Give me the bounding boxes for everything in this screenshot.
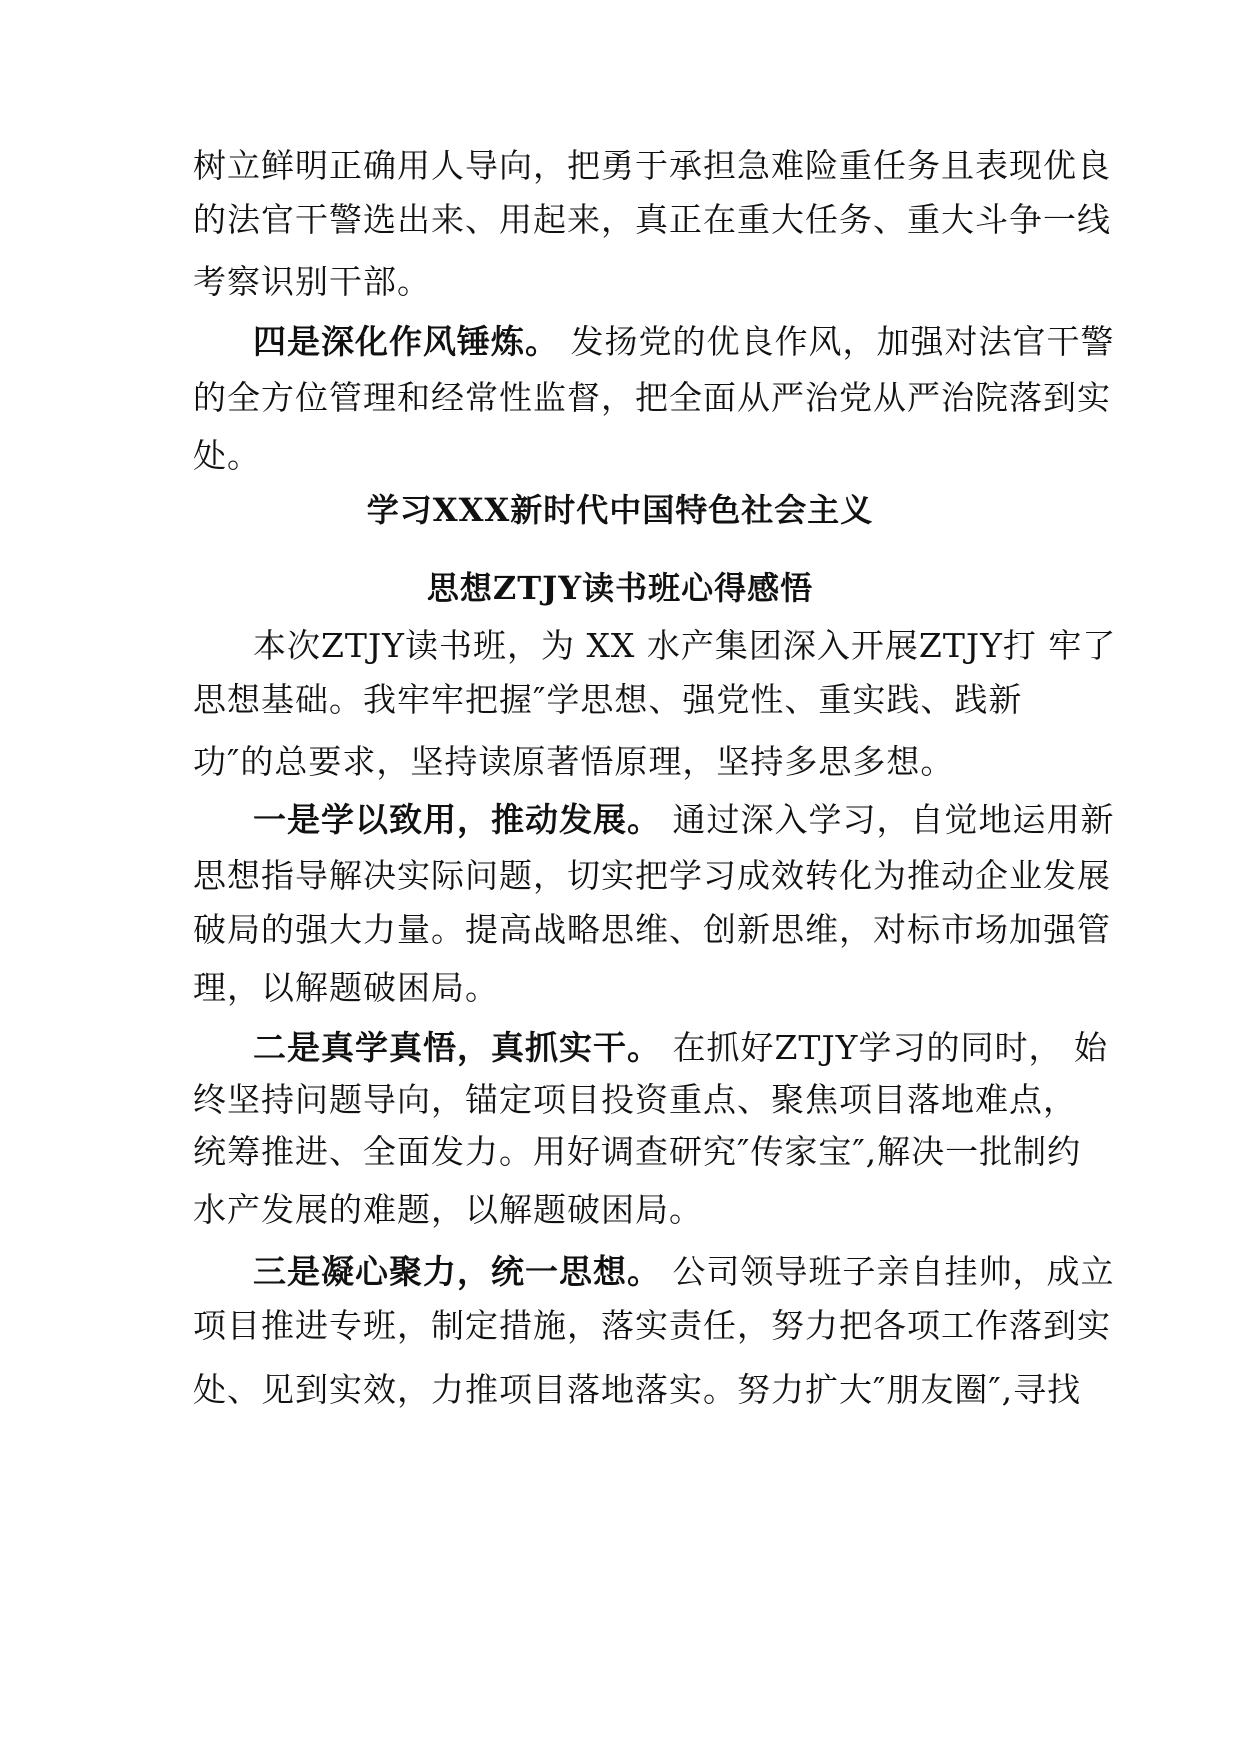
body-text: 通过深入学习，自觉地运用新 <box>672 800 1115 839</box>
body-text-line: 思想指导解决实际问题，切实把学习成效转化为推动企业发展 <box>193 856 1111 895</box>
body-text: 在抓好ZTJY学习的同时， 始 <box>672 1028 1108 1067</box>
body-text-line: 破局的强大力量。提高战略思维、创新思维，对标市场加强管 <box>193 910 1111 949</box>
body-text: 公司领导班子亲自挂帅，成立 <box>672 1252 1115 1291</box>
body-text-line: 处。 <box>193 436 261 475</box>
body-text-line: 处、见到实效，力推项目落地落实。努力扩大″朋友圈″,寻找 <box>193 1370 1082 1409</box>
body-text-line: 本次ZTJY读书班，为 XX 水产集团深入开展ZTJY打 牢了 <box>253 626 1117 665</box>
body-text-line: 的全方位管理和经常性监督，把全面从严治党从严治院落到实 <box>193 378 1111 417</box>
body-text-line: 统筹推进、全面发力。用好调查研究″传家宝″,解决一批制约 <box>193 1132 1082 1171</box>
body-text-line: 的法官干警选出来、用起来，真正在重大任务、重大斗争一线 <box>193 200 1111 239</box>
body-text-line: 考察识别干部。 <box>193 262 431 301</box>
document-title-line-2: 思想ZTJY读书班心得感悟 <box>426 569 814 607</box>
paragraph-heading: 一是学以致用，推动发展。 <box>253 800 661 839</box>
paragraph-first-line <box>253 800 1115 840</box>
body-text-line: 功″的总要求，坚持读原著悟原理，坚持多思多想。 <box>193 742 955 781</box>
body-text-line: 思想基础。我牢牢把握″学思想、强党性、重实践、践新 <box>193 680 1023 719</box>
body-text-line: 水产发展的难题，以解题破困局。 <box>193 1190 703 1229</box>
paragraph-heading: 四是深化作风锤炼。 <box>253 322 559 361</box>
body-text-line: 项目推进专班，制定措施，落实责任，努力把各项工作落到实 <box>193 1306 1111 1345</box>
body-text-line: 终坚持问题导向，锚定项目投资重点、聚焦项目落地难点， <box>193 1080 1077 1119</box>
paragraph-first-line <box>253 322 1115 362</box>
body-text-line: 树立鲜明正确用人导向，把勇于承担急难险重任务且表现优良 <box>193 146 1111 185</box>
document-title-line-1: 学习XXX新时代中国特色社会主义 <box>366 491 874 529</box>
body-text: 发扬党的优良作风，加强对法官干警 <box>570 322 1115 361</box>
paragraph-first-line <box>253 1252 1115 1292</box>
paragraph-heading: 三是凝心聚力，统一思想。 <box>253 1252 661 1291</box>
body-text-line: 理，以解题破困局。 <box>193 968 499 1007</box>
paragraph-first-line <box>253 1028 1108 1068</box>
paragraph-heading: 二是真学真悟，真抓实干。 <box>253 1028 661 1067</box>
